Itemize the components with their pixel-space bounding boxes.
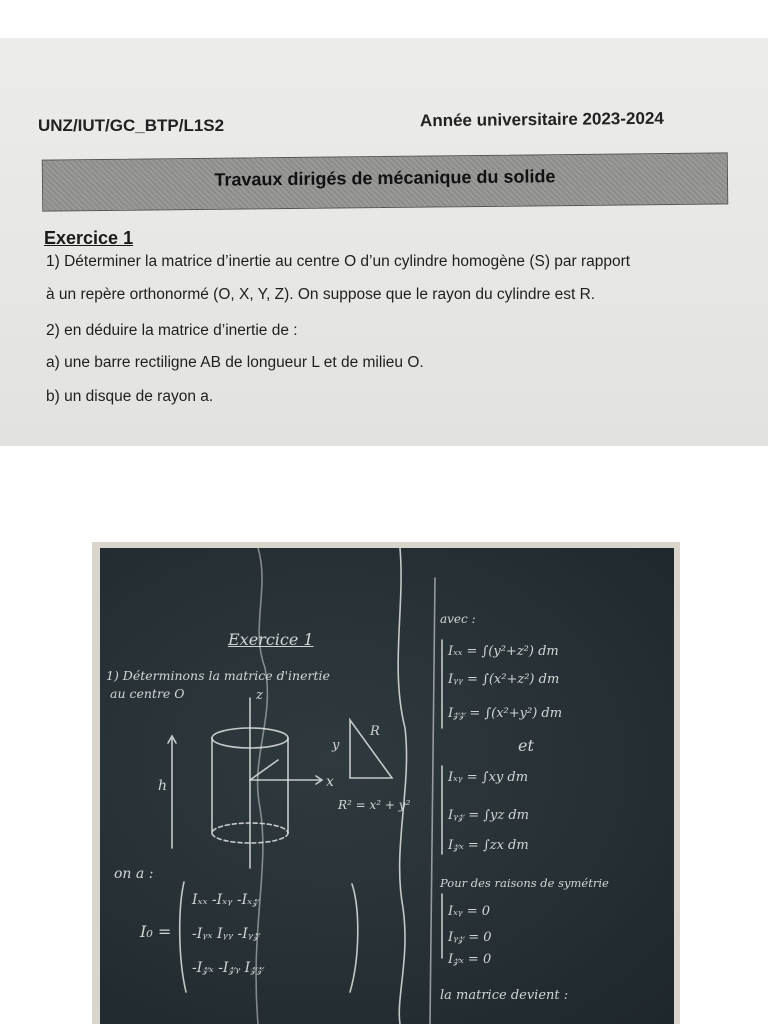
label-y: y: [332, 738, 340, 753]
zero-zx: I𝓏ₓ = 0: [448, 952, 492, 967]
product-xy: Iₓᵧ = ∫xy dm: [448, 770, 529, 785]
exercise-sheet: [0, 38, 768, 446]
exercise-line-1: 1) Déterminer la matrice d’inertie au centre O d’un cylindre homogène (S) par rapport: [46, 253, 631, 270]
academic-year: Année universitaire 2023-2024: [419, 108, 664, 131]
label-on-a: on a :: [114, 866, 154, 882]
label-h: h: [158, 778, 168, 794]
sheet-title: Travaux dirigés de mécanique du solide: [214, 166, 556, 190]
board-question-1: 1) Déterminons la matrice d'inertie: [106, 668, 330, 683]
product-yz: Iᵧ𝓏 = ∫yz dm: [448, 808, 529, 823]
board-heading: Exercice 1: [228, 630, 314, 649]
label-z: z: [256, 688, 263, 703]
conclusion-note: la matrice devient :: [440, 988, 569, 1003]
chalk-drawing: [100, 548, 674, 1024]
matrix-row-1: Iₓₓ -Iₓᵧ -Iₓ𝓏: [192, 892, 259, 908]
label-R: R: [370, 724, 380, 739]
title-banner: [42, 152, 729, 211]
integral-yy: Iᵧᵧ = ∫(x²+z²) dm: [448, 672, 560, 687]
zero-yz: Iᵧ𝓏 = 0: [448, 930, 492, 945]
exercise-line-4: a) une barre rectiligne AB de longueur L et de milieu O.: [46, 354, 424, 371]
label-x: x: [326, 774, 334, 790]
exercise-line-2: à un repère orthonormé (O, X, Y, Z). On suppose que le rayon du cylindre est R.: [46, 286, 596, 303]
exercise-title: Exercice 1: [44, 228, 134, 248]
product-zx: I𝓏ₓ = ∫zx dm: [448, 838, 529, 853]
board-question-1b: au centre O: [110, 686, 185, 701]
radius-equation: R² = x² + y²: [338, 798, 411, 812]
matrix-row-2: -Iᵧₓ Iᵧᵧ -Iᵧ𝓏: [192, 926, 260, 942]
integral-zz: I𝓏𝓏 = ∫(x²+y²) dm: [448, 706, 563, 721]
symmetry-note: Pour des raisons de symétrie: [440, 876, 609, 890]
matrix-label: I₀ =: [140, 922, 172, 941]
exercise-line-5: b) un disque de rayon a.: [46, 388, 214, 405]
zero-xy: Iₓᵧ = 0: [448, 904, 491, 919]
course-code: UNZ/IUT/GC_BTP/L1S2: [38, 116, 225, 135]
avec-label: avec :: [440, 612, 476, 626]
et-label: et: [518, 736, 534, 755]
integral-xx: Iₓₓ = ∫(y²+z²) dm: [448, 644, 559, 659]
exercise-line-3: 2) en déduire la matrice d’inertie de :: [46, 322, 298, 339]
blackboard-photo: [92, 542, 680, 1024]
blackboard: [100, 548, 674, 1024]
matrix-row-3: -I𝓏ₓ -I𝓏ᵧ I𝓏𝓏: [192, 960, 264, 976]
